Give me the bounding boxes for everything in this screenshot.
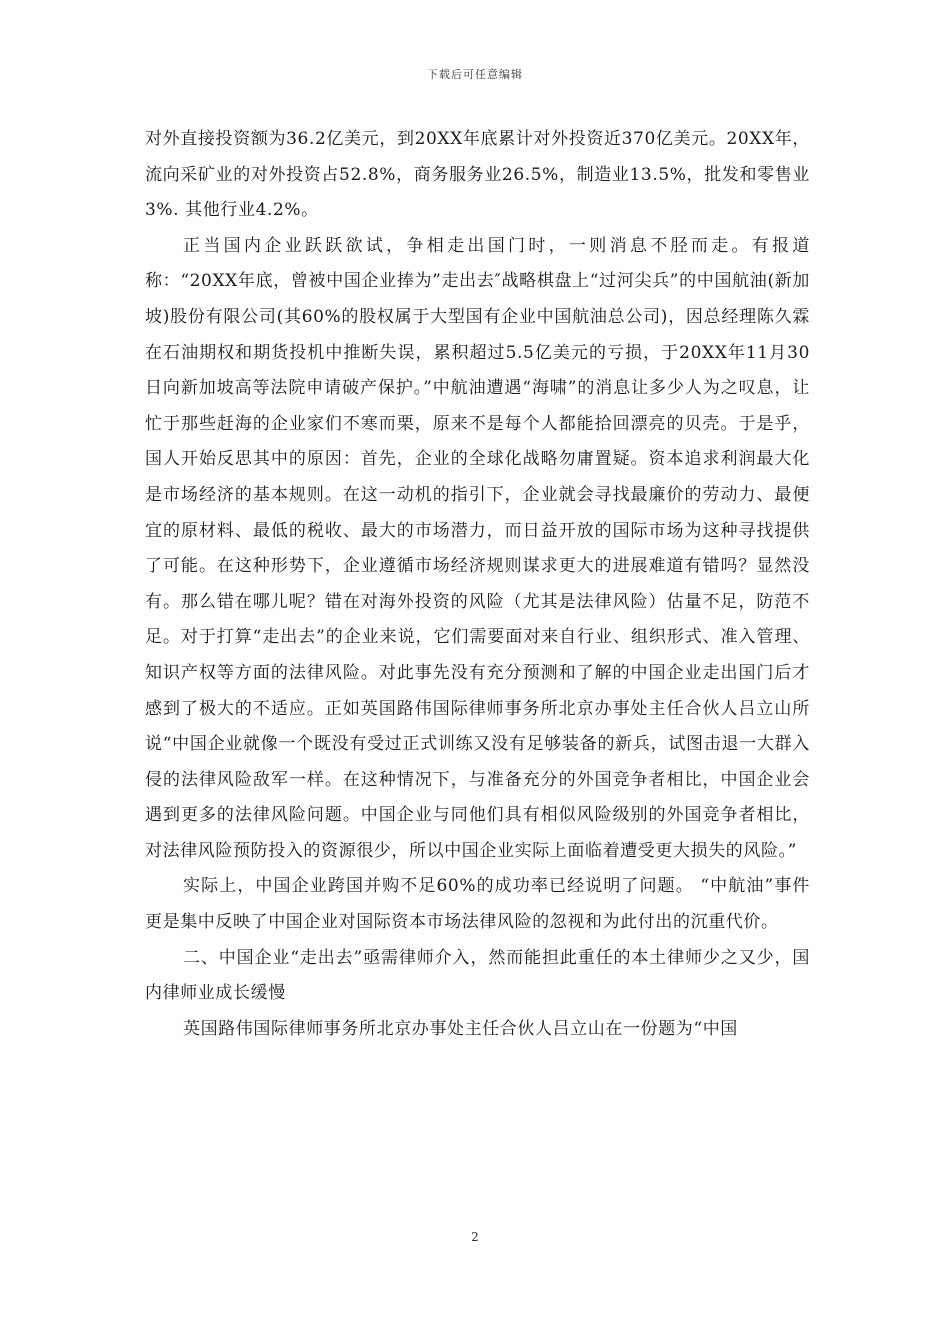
- paragraph-1: 对外直接投资额为36.2亿美元，到20XX年底累计对外投资近370亿美元。20XX年，流向采矿业的对外投资占52.8%，商务服务业26.5%，制造业13.5%，批发和零售业3%. 其他行业4.2%。: [145, 129, 810, 221]
- page-header: 下载后可任意编辑: [427, 68, 523, 81]
- section-heading-2: 二、中国企业“走出去”亟需律师介入，然而能担此重任的本土律师少之又少，国内律师业成长缓慢: [145, 947, 810, 1004]
- paragraph-3: 实际上，中国企业跨国并购不足60%的成功率已经说明了问题。 “中航油”事件更是集中反映了中国企业对国际资本市场法律风险的忽视和为此付出的沉重代价。: [145, 876, 810, 933]
- paragraph-4: 英国路伟国际律师事务所北京办事处主任合伙人吕立山在一份题为“中国: [183, 1018, 738, 1039]
- page-number: 2: [471, 1230, 479, 1244]
- body-text: [145, 122, 810, 1047]
- paragraph-2: 正当国内企业跃跃欲试，争相走出国门时，一则消息不胫而走。有报道称：“20XX年底，曾被中国企业捧为”走出去″战略棋盘上“过河尖兵”的中国航油(新加坡)股份有限公司(其60%的股权属于大型国有企业中国航油总公司)，因总经理陈久霖在石油期权和期货投机中推断失误，累积超过5.5亿美元的亏损，于20XX年11月30日向新加坡高等法院申请破产保护。”中航油遭遇“海啸”的消息让多少人为之叹息，让忙于那些赶海的企业家们不寒而栗，原来不是每个人都能拾回漂亮的贝壳。于是乎，国人开始反思其中的原因：首先，企业的全球化战略勿庸置疑。资本追求利润最大化是市场经济的基本规则。在这一动机的指引下，企业就会寻找最廉价的劳动力、最便宜的原材料、最低的税收、最大的市场潜力，而日益开放的国际市场为这种寻找提供了可能。在这种形势下，企业遵循市场经济规则谋求更大的进展难道有错吗？显然没有。那么错在哪儿呢？错在对海外投资的风险（尤其是法律风险）估量不足，防范不足。对于打算“走出去”的企业来说，它们需要面对来自行业、组织形式、准入管理、知识产权等方面的法律风险。对此事先没有充分预测和了解的中国企业走出国门后才感到了极大的不适应。正如英国路伟国际律师事务所北京办事处主任合伙人吕立山所说“中国企业就像一个既没有受过正式训练又没有足够装备的新兵，试图击退一大群入侵的法律风险敌军一样。在这种情况下，与准备充分的外国竞争者相比，中国企业会遇到更多的法律风险问题。中国企业与同他们具有相似风险级别的外国竞争者相比，对法律风险预防投入的资源很少，所以中国企业实际上面临着遭受更大损失的风险。”: [145, 235, 810, 861]
